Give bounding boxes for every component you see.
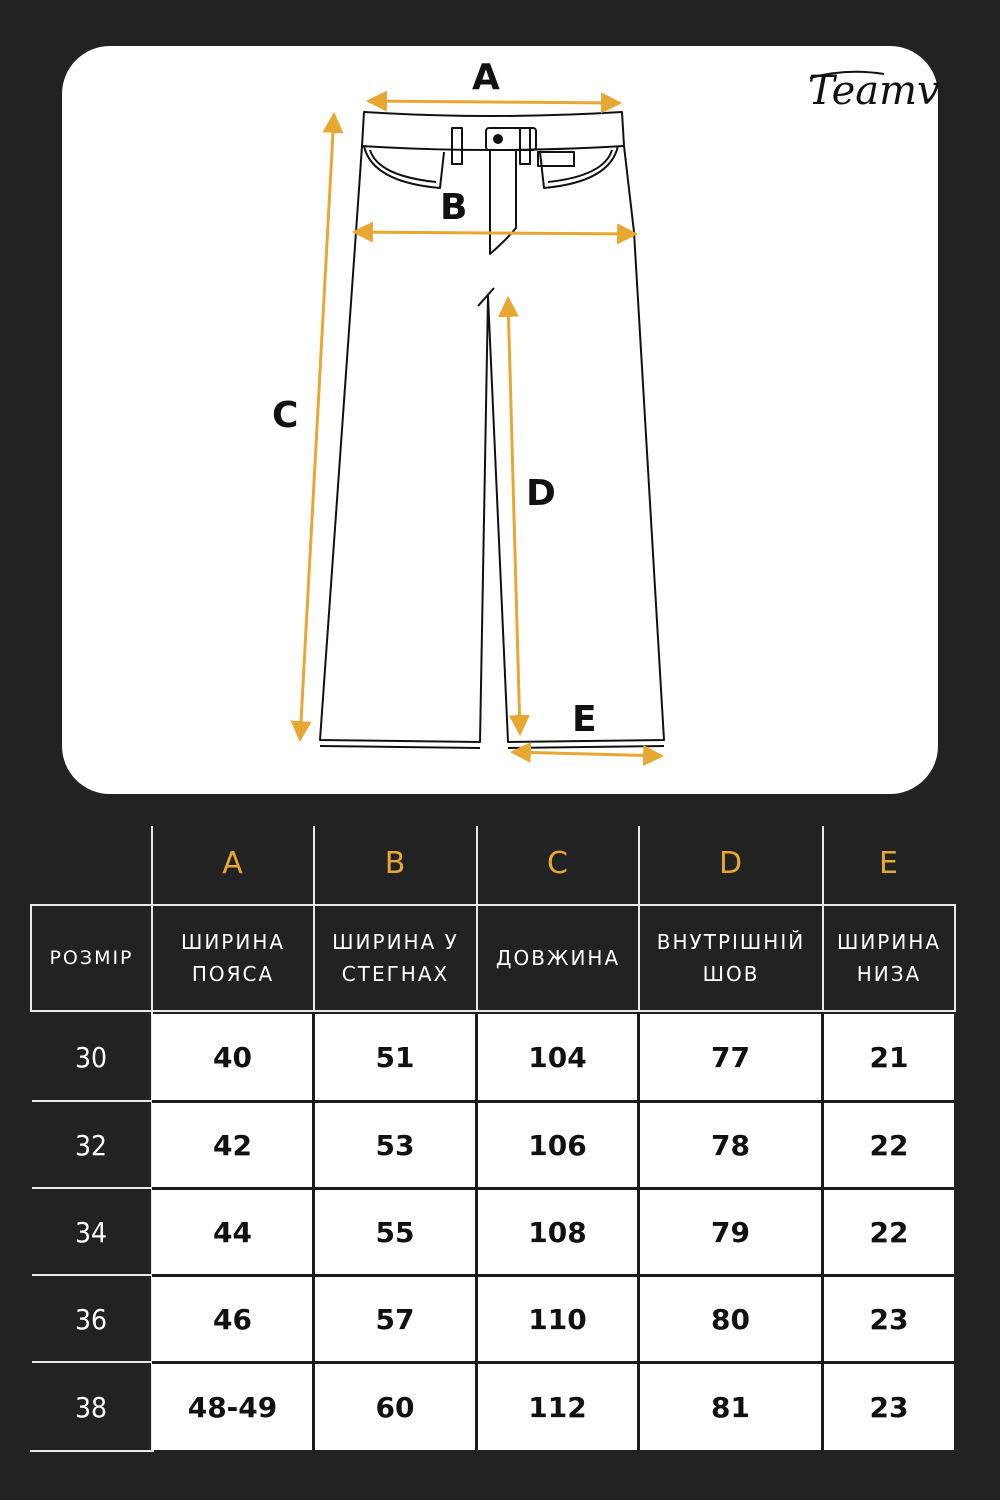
row-size-cell: 38 [74,1390,108,1424]
table-cell: 60 [375,1390,415,1424]
table-cell: 77 [711,1040,750,1074]
row-size-cell: 36 [74,1302,108,1336]
table-cell: 23 [869,1302,909,1336]
column-letter-b: B [384,846,407,881]
brand-logo [806,64,940,128]
table-cell: 110 [528,1302,587,1336]
table-cell: 51 [375,1040,415,1074]
column-letter-e: E [879,846,899,881]
table-hline [30,1010,956,1012]
label-e: E [572,699,597,740]
header-hips: ШИРИНА У СТЕГНАХ [332,930,459,986]
table-cell: 46 [213,1302,252,1336]
column-letter-a: A [222,846,244,881]
table-cell: 21 [869,1040,909,1074]
label-d: D [526,473,556,514]
column-letter-d: D [718,846,744,881]
table-cell: 23 [869,1390,909,1424]
table-cell: 81 [711,1390,750,1424]
column-letter-c: C [547,846,569,881]
label-b: B [440,187,468,228]
header-inseam: ВНУТРІШНІЙ ШОВ [656,930,806,986]
table-cell: 79 [711,1215,750,1249]
row-size-cell: 34 [74,1215,108,1249]
header-size: РОЗМІР [49,947,134,969]
table-cell: 106 [528,1128,587,1162]
header-length: ДОВЖИНА [495,946,621,970]
jeans-outline [320,112,664,748]
table-vline [954,904,956,1012]
header-hem: ШИРИНА НИЗА [836,930,942,986]
table-cell: 53 [375,1128,415,1162]
table-cell: 108 [528,1215,587,1249]
table-cell: 78 [711,1128,750,1162]
table-cell: 44 [213,1215,252,1249]
table-cell: 57 [375,1302,415,1336]
label-a: A [472,57,500,98]
table-cell: 55 [375,1215,415,1249]
table-cell: 40 [213,1040,252,1074]
table-cell: 48-49 [187,1390,278,1424]
table-cell: 112 [528,1390,587,1424]
row-size-cell: 30 [74,1040,108,1074]
table-hline [30,1450,154,1452]
header-waist: ШИРИНА ПОЯСА [180,930,286,986]
table-cell: 22 [869,1128,909,1162]
table-cell: 42 [213,1128,252,1162]
table-cell: 80 [711,1302,750,1336]
row-size-cell: 32 [74,1128,108,1162]
table-cell: 22 [869,1215,909,1249]
table-cell: 104 [528,1040,587,1074]
brand-logo-text: Teamv [808,68,940,114]
label-c: C [272,395,299,436]
